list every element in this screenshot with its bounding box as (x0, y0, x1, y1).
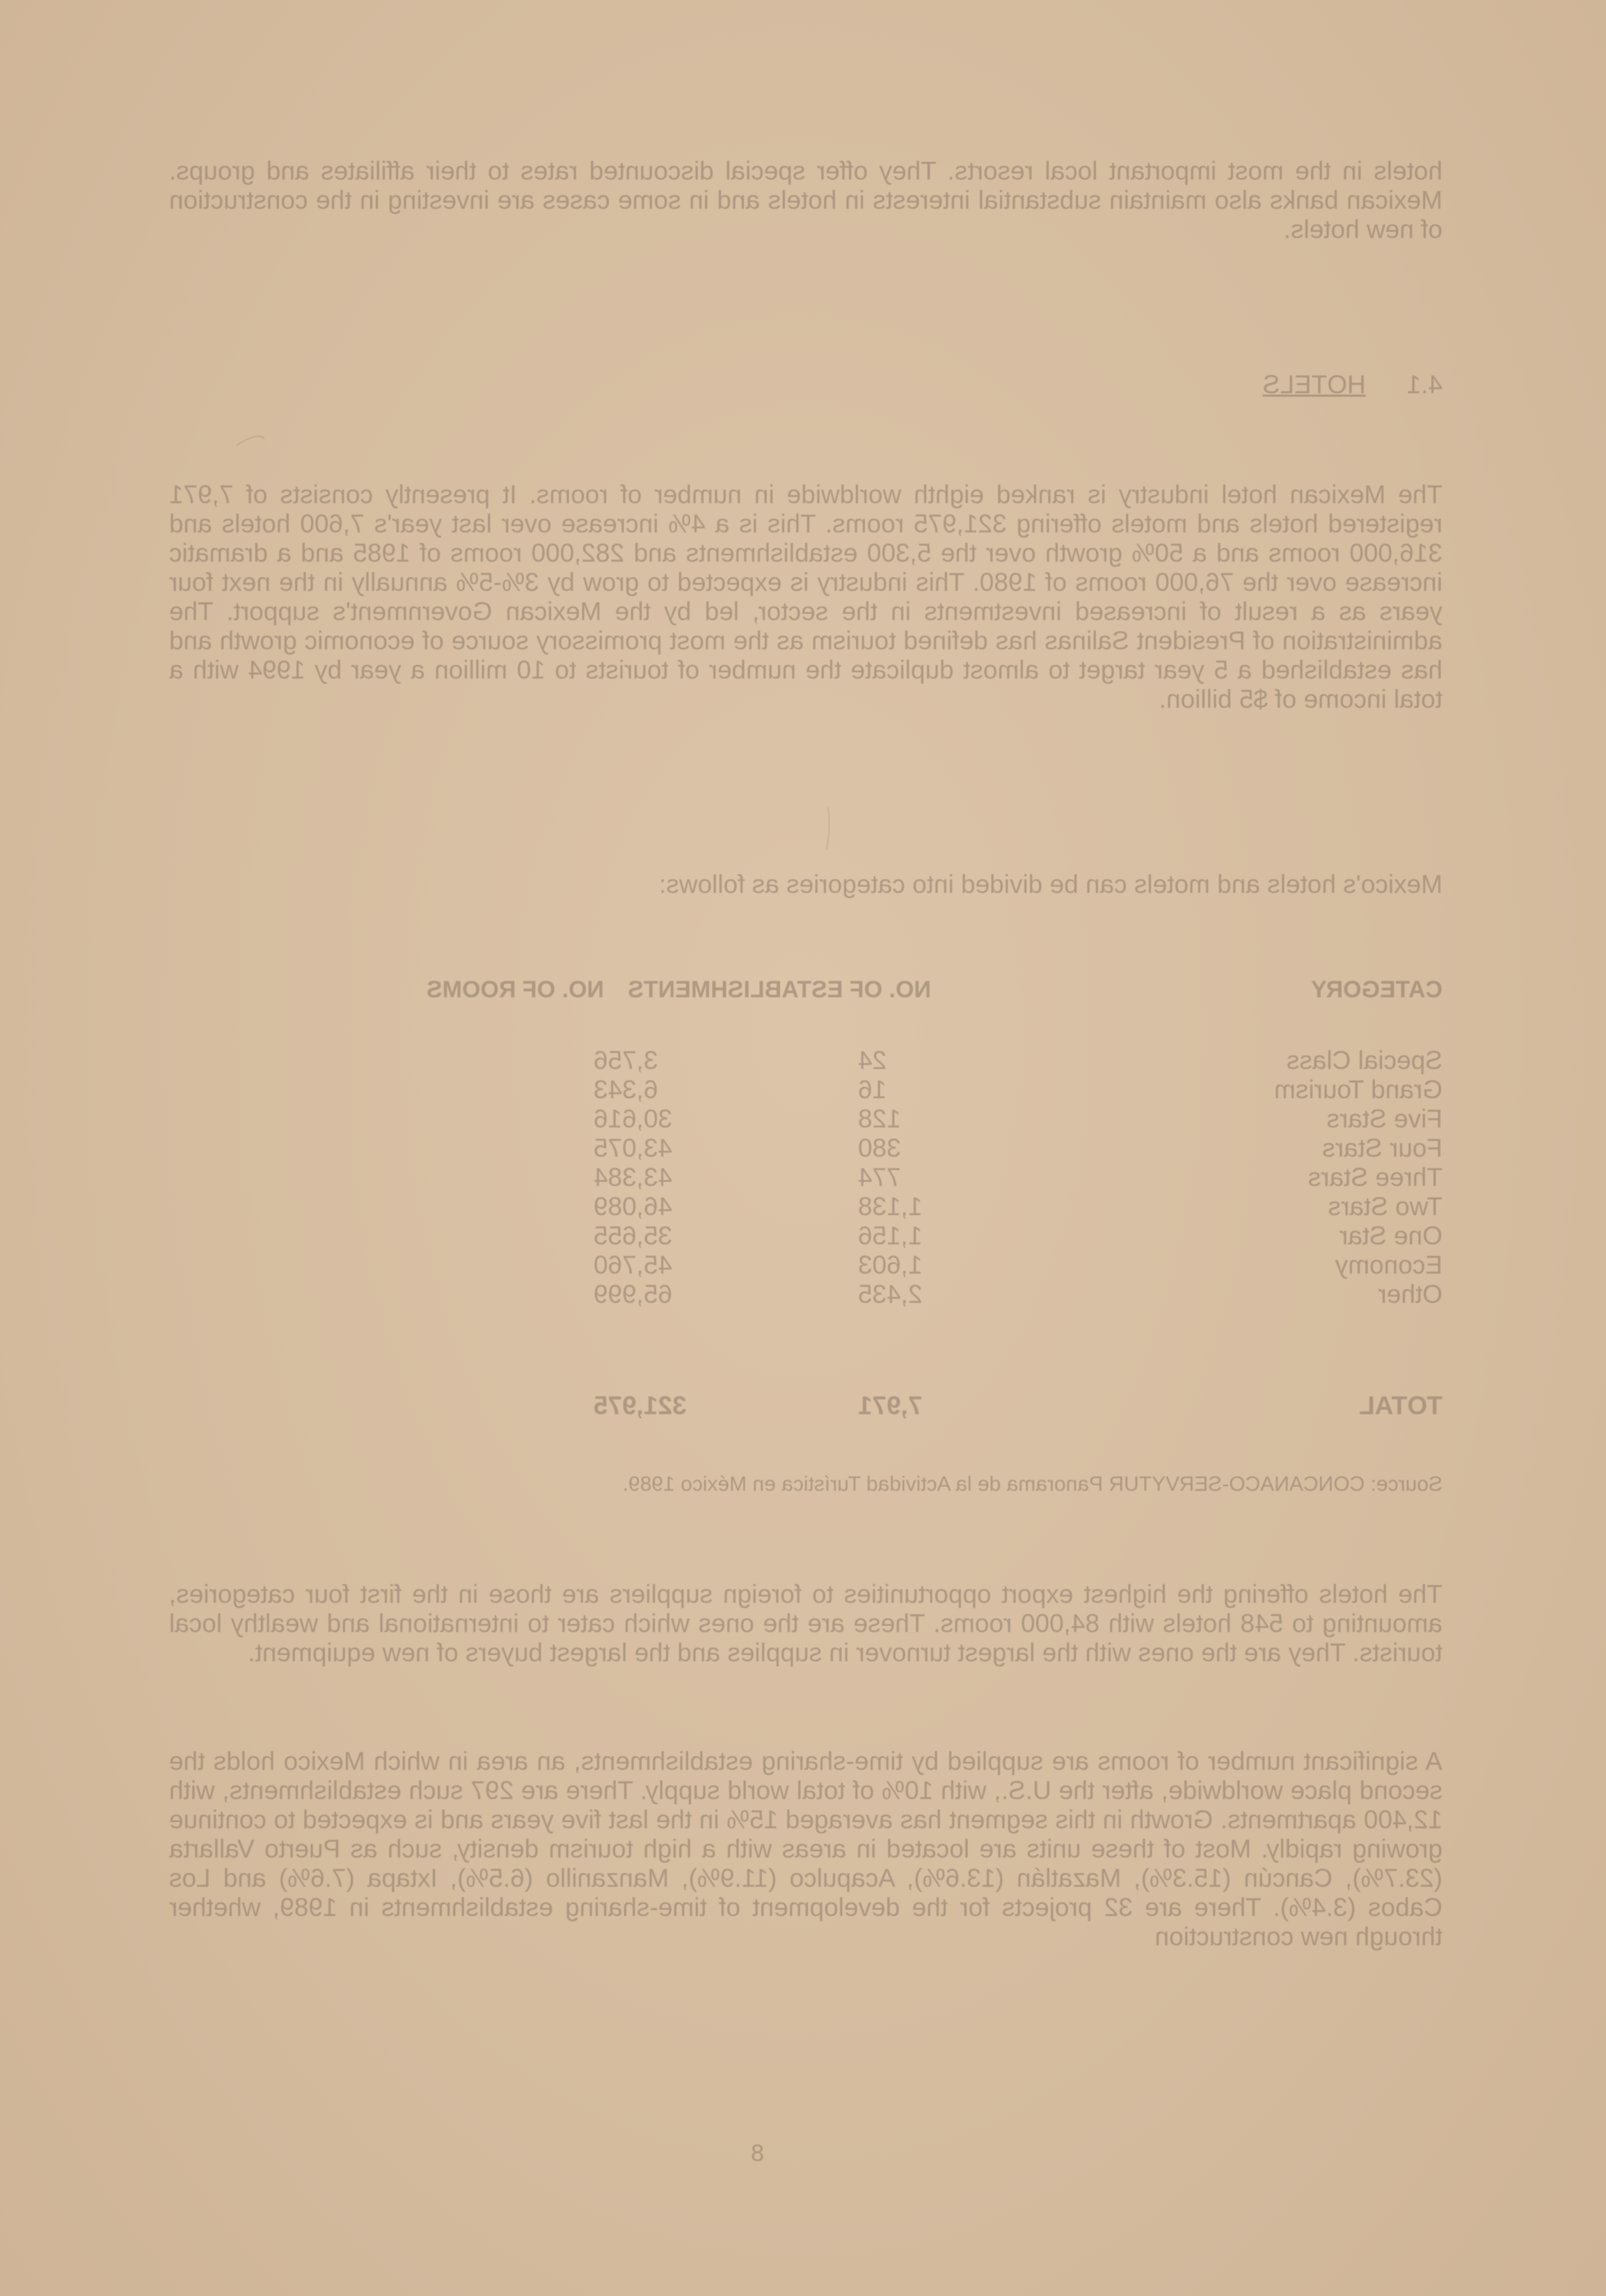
table-row (190, 1046, 1442, 1074)
table-row (190, 1075, 1442, 1103)
table-header-rooms: NO. OF ROOMS (427, 976, 604, 1003)
row-establishments: 1,138 (858, 1192, 923, 1221)
paragraph-time-sharing: A significant number of rooms are supplied by time-sharing establishments, an area in which Mexico holds the second place worldwide, after the U.S., with 10% of total world supply. There are 297 such establishments, with 12,400 apartments. Growth in this segment has averaged 15% in the last five years and is expected to continue growing rapidly. Most of these units are located in areas with a high tourism density, such as Puerto Vallarta (23.7%), Cancún (15.3%), Mazatlán (13.6%), Acapulco (11.9%), Manzanillo (6.5%), Ixtapa (7.6%) and Los Cabos (3.4%). There are 32 projects for the development of time-sharing establishments in 1989, whether through new construction (169, 1747, 1442, 1951)
section-number: 4.1 (1406, 370, 1442, 399)
section-title: HOTELS (1262, 370, 1366, 399)
table-row (190, 1280, 1442, 1308)
total-label: TOTAL (1359, 1391, 1442, 1420)
row-category: Two Stars (1328, 1192, 1442, 1221)
row-establishments: 380 (858, 1134, 901, 1162)
table-header-category: CATEGORY (1311, 976, 1442, 1003)
row-category: Special Class (1286, 1046, 1442, 1075)
row-category: Other (1378, 1280, 1442, 1308)
row-rooms: 30,616 (594, 1105, 673, 1133)
row-establishments: 1,156 (858, 1221, 923, 1250)
row-category: Four Stars (1322, 1134, 1442, 1162)
row-category: Five Stars (1326, 1105, 1442, 1133)
paragraph-hotels-banks: hotels in the most important local resorts. They offer special discounted rates to their affiliates and groups. Mexican banks also maintain substantial interests in hotels and in some cases are investing in the construction of new hotels. (169, 157, 1442, 244)
row-establishments: 774 (858, 1163, 901, 1191)
paragraph-export-opportunities: The hotels offering the highest export opportunities to foreign suppliers are those in the first four categories, amounting to 548 hotels with 84,000 rooms. These are the ones which cater to international and wealthy local tourists. They are the ones with the largest turnover in supplies and the largest buyers of new equipment. (169, 1580, 1442, 1667)
section-heading (1263, 370, 1442, 399)
table-row (190, 1134, 1442, 1162)
row-category: One Star (1339, 1221, 1442, 1250)
row-rooms: 3,756 (594, 1046, 658, 1075)
row-rooms: 46,089 (594, 1192, 673, 1221)
row-rooms: 65,999 (594, 1280, 673, 1308)
table-row (190, 1192, 1442, 1220)
row-rooms: 45,760 (594, 1251, 673, 1279)
table-source: Source: CONCANACO-SERVYTUR Panorama de la Actividad Turística en México 1989. (622, 1473, 1442, 1496)
paragraph-hotel-industry: The Mexican hotel industry is ranked eighth worldwide in number of rooms. It presently consists of 7,971 registered hotels and motels offering 321,975 rooms. This is a 4% increase over last year's 7,600 hotels and 316,000 rooms and a 50% growth over the 5,300 establishments and 282,000 rooms of 1985 and a dramatic increase over the 76,000 rooms of 1980. This industry is expected to grow by 3%-5% annually in the next four years as a result of increased investments in the sector, led by the Mexican Government's support. The administration of President Salinas has defined tourism as the most promissory source of economic growth and has established a 5 year target to almost duplicate the number of tourists to 10 million a year by 1994 with a total income of $5 billion. (169, 480, 1442, 713)
row-rooms: 43,075 (594, 1134, 673, 1162)
row-establishments: 128 (858, 1105, 901, 1133)
table-row (190, 1221, 1442, 1249)
row-establishments: 2,435 (858, 1280, 923, 1308)
table-intro: Mexico's hotels and motels can be divided into categories as follows: (659, 870, 1442, 898)
row-rooms: 6,343 (594, 1075, 658, 1104)
table-row (190, 1251, 1442, 1278)
total-rooms: 321,975 (594, 1391, 687, 1420)
page-number: 8 (751, 2140, 764, 2167)
row-establishments: 24 (858, 1046, 887, 1075)
row-establishments: 1,603 (858, 1251, 923, 1279)
row-category: Three Stars (1307, 1163, 1442, 1191)
row-rooms: 43,384 (594, 1163, 673, 1191)
table-row (190, 1163, 1442, 1191)
table-header-establishments: NO. OF ESTABLISHMENTS (628, 976, 931, 1003)
table-row (190, 1105, 1442, 1132)
row-establishments: 16 (858, 1075, 887, 1104)
row-category: Grand Tourism (1274, 1075, 1442, 1104)
table-total-row (190, 1391, 1442, 1419)
row-rooms: 35,655 (594, 1221, 673, 1250)
total-establishments: 7,971 (858, 1391, 923, 1420)
row-category: Economy (1335, 1251, 1442, 1279)
